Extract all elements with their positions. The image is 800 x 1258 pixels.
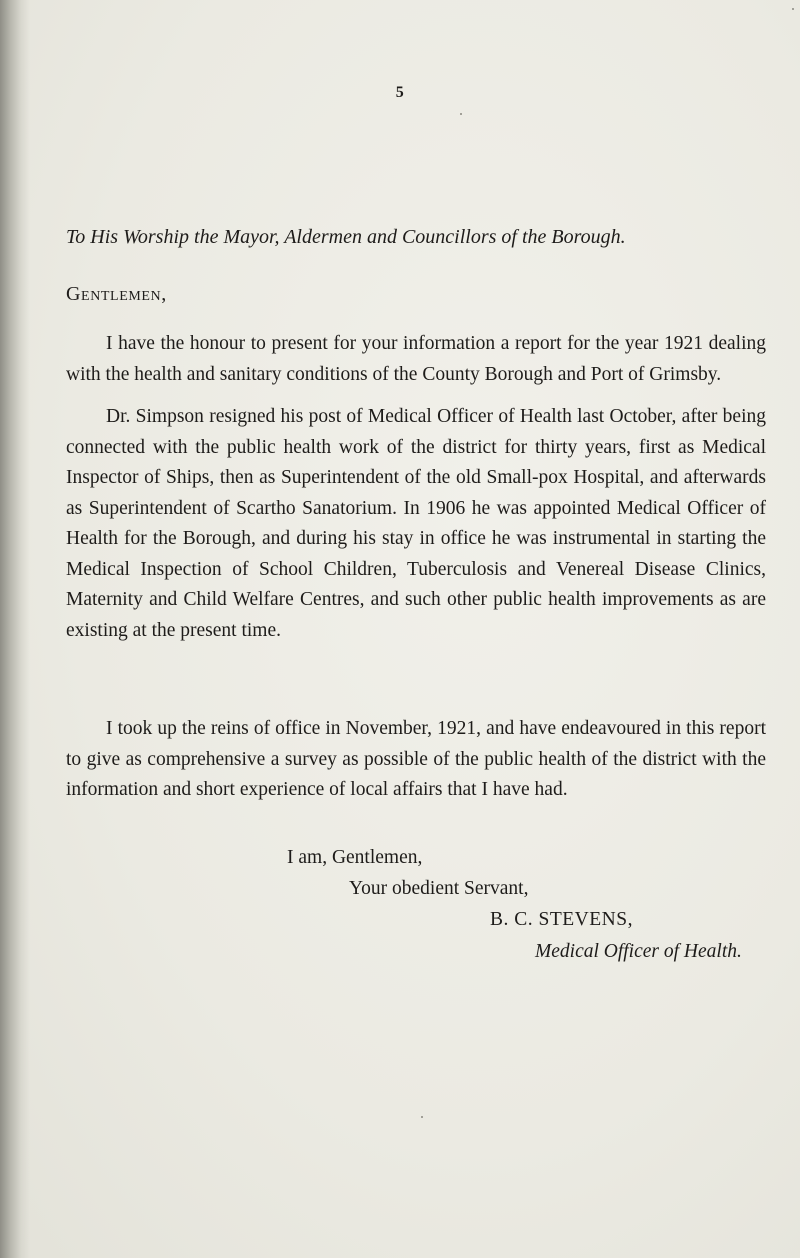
closing-line: I am, Gentlemen, [287,847,423,868]
signature-name: B. C. STEVENS, [490,909,633,930]
address-line: To His Worship the Mayor, Aldermen and Councillors of the Borough. [66,226,626,248]
paragraph-2: Dr. Simpson resigned his post of Medical Officer of Health last October, after being connected with the public health work of the district for thirty years, first as Medical Inspector of Ships, then as Superintendent of the old Small-pox Hospital, and afterwards as Superintendent of Scartho Sanatorium. In 1906 he was appointed Medical Officer of Health for the Borough, and during his stay in office he was instrumental in starting the Medical Inspection of School Children, Tuberculosis and Venereal Disease Clinics, Maternity and Child Welfare Centres, and such other public health improvements as are existing at the present time. [66,406,766,641]
paragraph-3: I took up the reins of office in November, 1921, and have endeavoured in this report to give as comprehensive a survey as possible of the public health of the district with the information and short experience of local affairs that I have had. [66,718,766,800]
paragraph-1: I have the honour to present for your information a report for the year 1921 dealing with the health and sanitary conditions of the County Borough and Port of Grimsby. [66,333,766,385]
salutation: Gentlemen, [66,283,167,305]
closing-line: Your obedient Servant, [349,878,529,899]
binding-shadow [0,0,30,1258]
paper-speck [421,1116,423,1118]
paper-speck [460,113,462,115]
page-number: 5 [395,84,405,101]
paper-speck [792,8,794,10]
signature-title: Medical Officer of Health. [535,941,742,962]
